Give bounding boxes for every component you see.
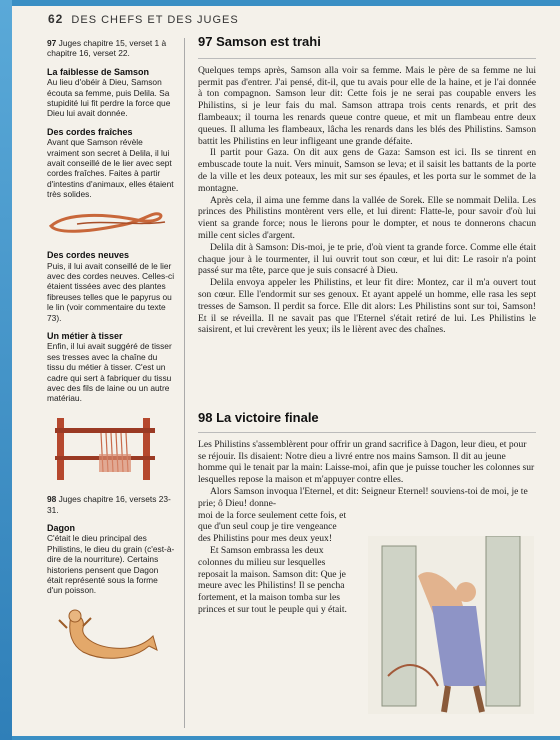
paragraph: Après cela, il aima une femme dans la vallée de Sorek. Elle se nommait Delila. Les princes des Philistins montèrent vers elle, et lui dirent: Flatte-le, pour savoir d'où lui vient sa grande force; nous le lierons pour le dompter, et nous te donnerons chacun mille cent sicles d'argent.	[198, 194, 536, 241]
paragraph: Les Philistins s'assemblèrent pour offrir un grand sacrifice à Dagon, leur dieu, et pour se réjouir. Ils disaient: Notre dieu a livré entre nos mains Samson. Il dit au jeune homme qui le tenait par la main: Laisse-moi, afin que je puisse toucher les colonnes sur lesquelles repose la maison et m'appuyer contre elles.	[198, 438, 535, 486]
paragraph: Delila dit à Samson: Dis-moi, je te prie, d'où vient ta grande force. Comme elle était chaque jour à le tourmenter, il lui ouvrit tout son cœur, et lui dit: Le rasoir n'a point passé sur ma tête, parce que je suis consacré à Dieu.	[198, 241, 536, 277]
note-faiblesse: La faiblesse de Samson Au lieu d'obéir à Dieu, Samson écouta sa femme, puis Delila. Sa stupidité lui fit perdre la force que Dieu lui avait donnée.	[47, 66, 171, 119]
reference-97: 97 Juges chapitre 15, verset 1 à chapitre 16, verset 22.	[47, 38, 167, 59]
note-metier: Un métier à tisser Enfin, il lui avait suggéré de tisser ses tresses avec la chaîne du tissu du métier à tisser. C'est un cadre qui sert à fabriquer du tissu avec des fils de laine ou un autre matériau.	[47, 330, 172, 404]
paragraph: Il partit pour Gaza. On dit aux gens de Gaza: Samson est ici. Ils se tinrent en embuscade toute la nuit. Vers minuit, Samson se leva; et il saisit les battants de la porte de la ville et les deux poteaux, les mit sur ses épaules, et les porta sur le sommet de la montagne.	[198, 147, 536, 194]
page-number: 62	[48, 12, 64, 26]
paragraph: Alors Samson invoqua l'Eternel, et dit: Seigneur Eternel! souviens-toi de moi, je te prie; ô Dieu! donne-	[198, 485, 528, 509]
loom-illustration	[53, 414, 163, 484]
note-cordes-fraiches: Des cordes fraîches Avant que Samson révèle vraiment son secret à Delila, il lui avait conseillé de le lier avec sept cordes fraîches. Faites à partir d'intestins d'animaux, elles étaient très solides.	[47, 126, 174, 200]
note-dagon: Dagon C'était le dieu principal des Philistins, le dieu du grain (c'est-à-dire de la nourriture). Certains historiens pensent que Dagon était représenté sous la forme d'un poisson.	[47, 523, 175, 596]
sidebar	[47, 38, 175, 668]
blue-page-edge	[0, 0, 12, 740]
title-rule	[198, 432, 536, 433]
title-rule	[198, 58, 536, 59]
page-header	[48, 12, 239, 26]
paragraph: moi de la force seulement cette fois, et que d'un seul coup je tire vengeance des Philistins pour mes deux yeux!	[198, 509, 347, 545]
dagon-illustration	[53, 606, 163, 666]
paragraph: Delila envoya appeler les Philistins, et leur fit dire: Montez, car il m'a ouvert tout son cœur. Elle l'endormit sur ses genoux. Et ayant appelé un homme, elle rasa les sept tresses de Samson. Il perdit sa force. Elle dit alors: Les Philistins sont sur toi, Samson! Et il se réveilla. Il ne savait pas que l'Eternel s'était retiré de lui. Les Philistins le saisirent, et lui crevèrent les yeux; ils le lièrent avec des chaînes.	[198, 277, 536, 336]
column-divider	[184, 38, 185, 728]
note-cordes-neuves: Des cordes neuves Puis, il lui avait conseillé de le lier avec des cordes neuves. Celles-ci étaient tissées avec des plantes fibreuses telles que le papyrus ou le lin (voir commentaire du texte 73).	[47, 250, 175, 323]
section-98-title: 98 La victoire finale	[198, 410, 319, 425]
section-97	[198, 36, 536, 336]
paragraph: Quelques temps après, Samson alla voir sa femme. Mais le père de sa femme ne lui permit pas d'entrer. J'ai pensé, dit-il, que tu avais pour elle de la haine, et je l'ai donnée à ton compagnon. Samson leur dit: Cette fois je ne serai pas coupable envers les Philistins, si je leur fais du mal. Samson attrapa trois cents renards, et prit des flambeaux; il tourna les renards queue contre queue, et mit un flambeau entre deux queues. Il alluma les flambeaux, lâcha les renards dans les blés des Philistins. Samson battit les Philistins en leur infligeant une grande défaite.	[198, 64, 536, 147]
rope-illustration	[47, 208, 171, 238]
section-97-title: 97 Samson est trahi	[198, 34, 321, 49]
reference-98: 98 Juges chapitre 16, versets 23-31.	[47, 494, 171, 515]
samson-pillars-illustration	[368, 536, 534, 714]
paragraph: Et Samson embrassa les deux colonnes du milieu sur lesquelles reposait la maison. Samson dit: Que je meure avec les Philistins! Il se pencha fortement, et la maison tomba sur les princes et sur tout le peuple qui y était.	[198, 544, 347, 615]
chapter-title: DES CHEFS ET DES JUGES	[71, 14, 239, 26]
